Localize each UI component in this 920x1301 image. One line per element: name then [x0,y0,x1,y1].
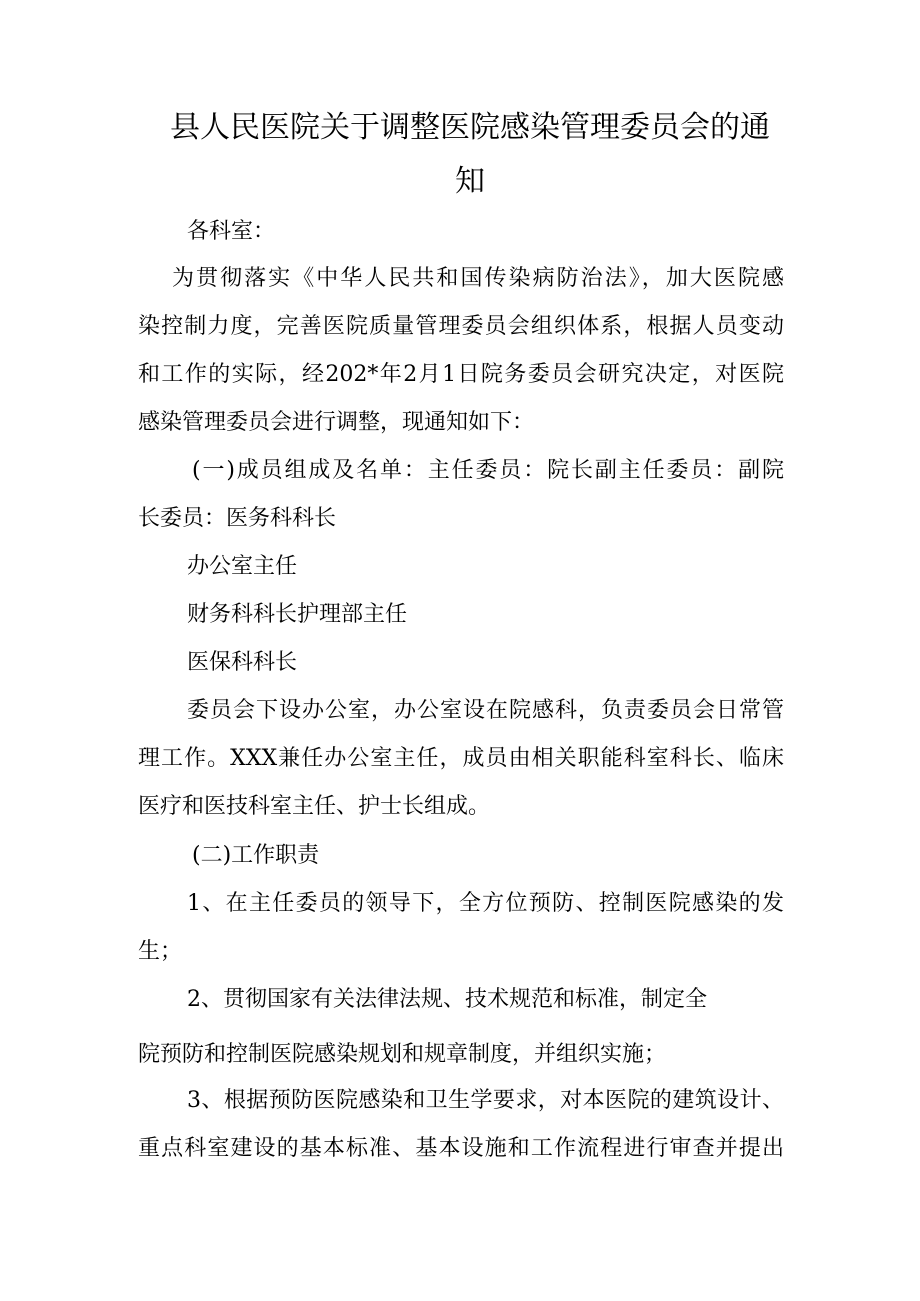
duty1-line-2: 生； [138,939,183,964]
duty2-line-2: 院预防和控制医院感染规划和规章制度，并组织实施； [138,1042,667,1067]
section1-line-1: (一)成员组成及名单：主任委员：院长副主任委员：副院 [192,458,784,483]
duty3-line-1: 3、根据预防医院感染和卫生学要求，对本医院的建筑设计、 [187,1088,784,1113]
salutation: 各科室： [187,219,276,244]
duty1-line-1: 1、在主任委员的领导下，全方位预防、控制医院感染的发 [187,891,784,916]
section1-line-2: 长委员：医务科科长 [138,506,337,531]
section2-heading: (二)工作职责 [192,843,320,868]
intro-line-2: 染控制力度，完善医院质量管理委员会组织体系，根据人员变动 [138,314,784,339]
document-title-line-1: 县人民医院关于调整医院感染管理委员会的通 [170,110,770,145]
duty2-line-1: 2、贯彻国家有关法律法规、技术规范和标准，制定全 [187,987,707,1012]
member-line-3: 医保科科长 [187,650,298,675]
office-line-3: 医疗和医技科室主任、护士长组成。 [138,794,491,819]
member-line-1: 办公室主任 [187,554,298,579]
member-line-2: 财务科科长护理部主任 [187,602,408,627]
office-line-1: 委员会下设办公室，办公室设在院感科，负责委员会日常管 [187,698,784,723]
duty3-line-2: 重点科室建设的基本标准、基本设施和工作流程进行审查并提出 [138,1136,784,1161]
intro-line-1: 为贯彻落实《中华人民共和国传染病防治法》，加大医院感 [172,266,784,291]
intro-line-3: 和工作的实际，经202*年2月1日院务委员会研究决定，对医院 [138,362,784,387]
office-line-2: 理工作。XXX兼任办公室主任，成员由相关职能科室科长、临床 [138,746,784,771]
intro-line-4: 感染管理委员会进行调整，现通知如下： [138,410,535,435]
document-title-line-2: 知 [455,164,485,199]
